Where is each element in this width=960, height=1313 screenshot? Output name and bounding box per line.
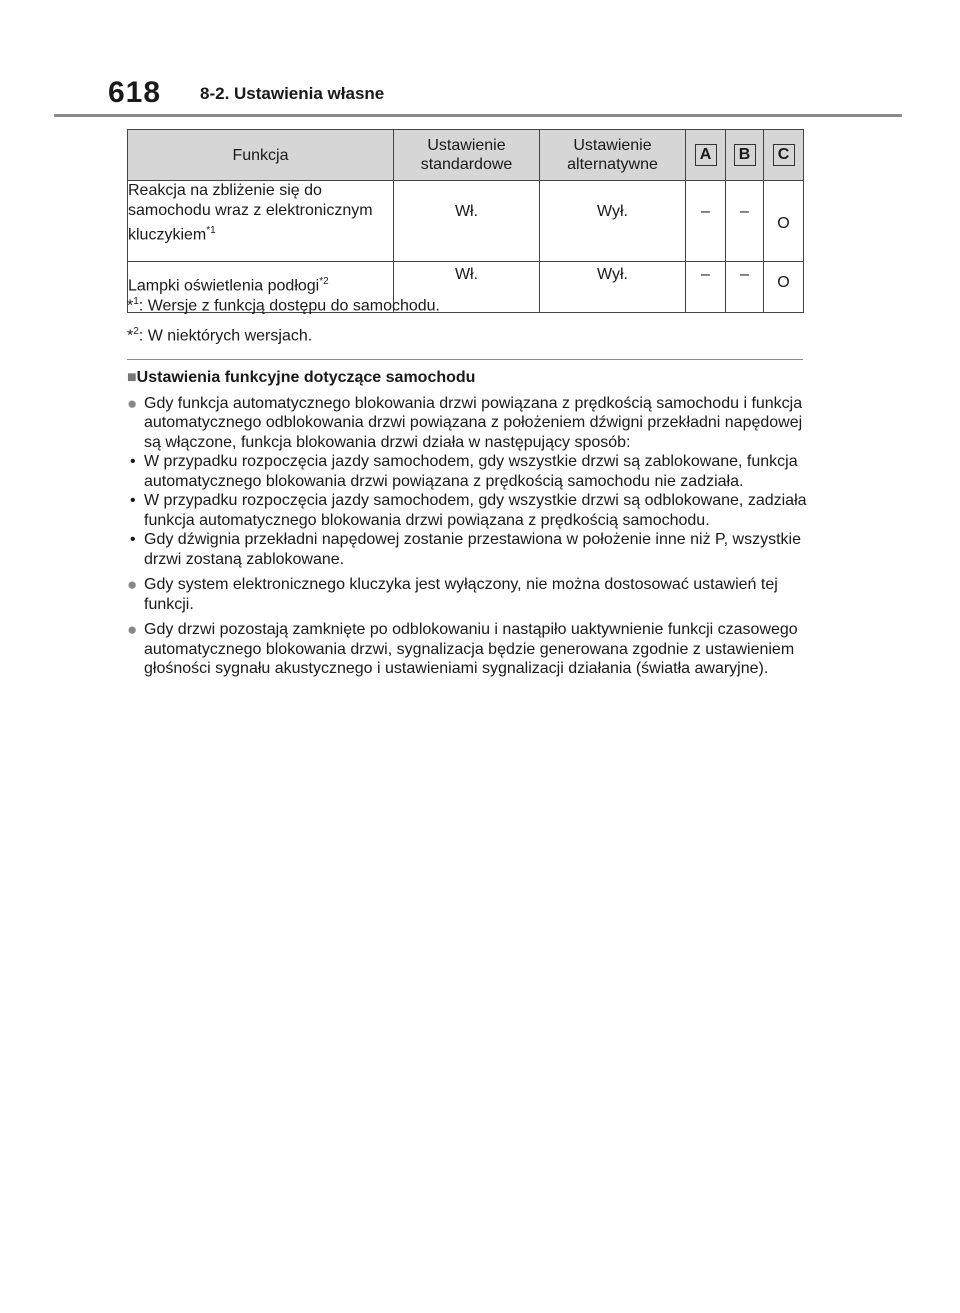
col-header-b (726, 130, 764, 181)
section-title: 8-2. Ustawienia własne (200, 84, 385, 103)
list-item: ● Gdy system elektronicznego kluczyka jest wyłączony, nie można dostosować ustawień tej funkcji. (127, 575, 778, 613)
circle-bullet-icon: ● (127, 393, 138, 413)
col-header-standard: Ustawienie standardowe (394, 130, 540, 181)
cell-c: O (764, 262, 804, 313)
cell-c: O (764, 181, 804, 262)
letter-c-badge: C (773, 144, 795, 166)
footnote-2: *$^2$: W niektórych wersjach. (127, 326, 313, 345)
col-header-a (686, 130, 726, 181)
cell-alternative: Wył. (540, 262, 686, 313)
small-bullet-icon: • (130, 492, 136, 509)
cell-b: – (726, 181, 764, 262)
page-number: 618 (108, 76, 162, 109)
cell-a: – (686, 262, 726, 313)
sub-list-item: • W przypadku rozpoczęcia jazdy samochodem, gdy wszystkie drzwi są odblokowane, zadziała funkcja automatycznego blokowania drzwi powiązana z prędkością samochodu. (130, 492, 807, 529)
sub-list-item: • W przypadku rozpoczęcia jazdy samochodem, gdy wszystkie drzwi są zablokowane, funkcja automatycznego blokowania drzwi powiązana z prędkością samochodu nie zadziała. (130, 453, 798, 490)
list-item: ● Gdy funkcja automatycznego blokowania drzwi powiązana z prędkością samochodu i funkcja automatycznego odblokowania drzwi powiązana z położeniem dźwigni przekładni napędowej są włączone, funkcja blokowania drzwi działa w następujący sposób: (127, 393, 803, 451)
section-body (127, 368, 807, 679)
footnote-1: *$^1$: Wersje z funkcją dostępu do samochodu. (127, 296, 440, 315)
col-header-funkcja: Funkcja (128, 130, 394, 181)
cell-funkcja: Lampki oświetlenia podłogi$^{*2}$ (128, 262, 394, 313)
cell-alternative: Wył. (540, 181, 686, 262)
header-divider (54, 114, 902, 117)
table-row (128, 181, 804, 262)
settings-table (127, 129, 804, 313)
cell-standard: Wł. (394, 262, 540, 313)
small-bullet-icon: • (130, 453, 136, 470)
circle-bullet-icon: ● (127, 575, 138, 594)
small-bullet-icon: • (130, 531, 136, 548)
page-header (108, 76, 908, 116)
cell-a: – (686, 181, 726, 262)
col-header-alternative: Ustawienie alternatywne (540, 130, 686, 181)
circle-bullet-icon: ● (127, 620, 138, 639)
section-divider (127, 359, 803, 360)
cell-b: – (726, 262, 764, 313)
table-header-row (128, 130, 804, 181)
col-header-c (764, 130, 804, 181)
cell-funkcja: Reakcja na zbliżenie się do samochodu wraz z elektronicznym kluczykiem$^{*1}$ (128, 181, 394, 262)
sub-list-item: • Gdy dźwignia przekładni napędowej zostanie przestawiona w położenie inne niż P, wszystkie drzwi zostaną zablokowane. (130, 531, 801, 568)
square-bullet-icon: ■ (127, 369, 137, 386)
letter-a-badge: A (695, 144, 717, 166)
list-item: ● Gdy drzwi pozostają zamknięte po odblokowaniu i nastąpiło uaktywnienie funkcji czasowego automatycznego blokowania drzwi, sygnalizacja będzie generowana zgodnie z ustawieniem głośności sygnału akustycznego i ustawieniami sygnalizacji działania (światła awaryjne). (127, 620, 798, 677)
section-heading: ■Ustawienia funkcyjne dotyczące samochodu (127, 369, 476, 386)
letter-b-badge: B (734, 144, 756, 166)
cell-standard: Wł. (394, 181, 540, 262)
